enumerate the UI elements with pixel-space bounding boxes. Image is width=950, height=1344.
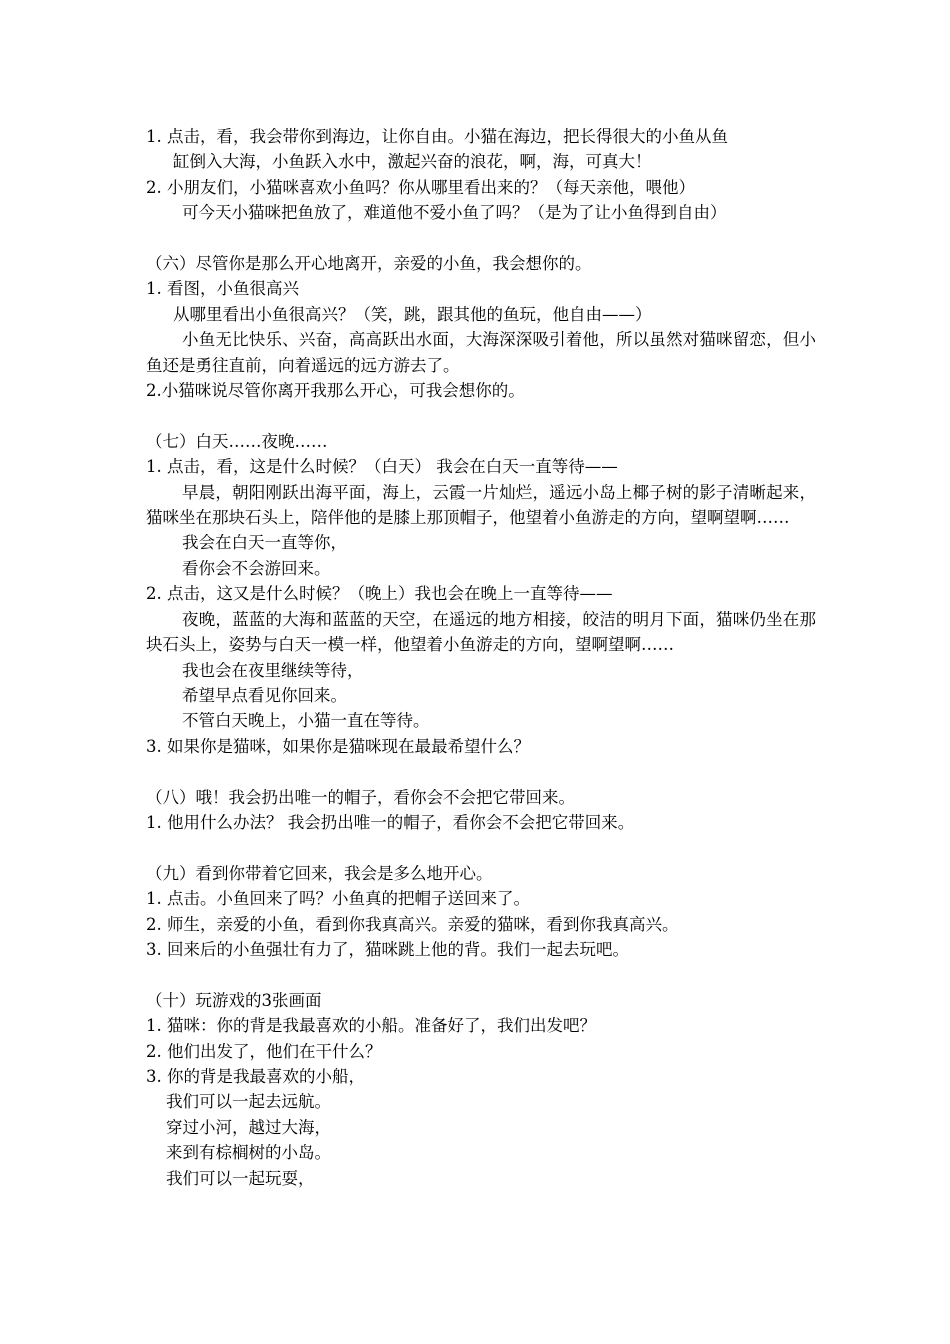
blank-line [146,835,816,860]
paragraph: 早晨，朝阳刚跃出海平面，海上，云霞一片灿烂，遥远小岛上椰子树的影子清晰起来，猫咪坐在那块石头上，陪伴他的是膝上那顶帽子，他望着小鱼游走的方向，望啊望啊…… [146,482,816,528]
text-line: 1. 点击。小鱼回来了吗？小鱼真的把帽子送回来了。 [146,889,530,909]
section-heading: （九）看到你带着它回来，我会是多么地开心。 [146,863,493,883]
blank-line [146,759,816,784]
poem-line: 穿过小河，越过大海， [166,1117,331,1137]
text-line: 从哪里看出小鱼很高兴？（笑，跳，跟其他的鱼玩，他自由——） [173,304,652,324]
text-line: 3. 回来后的小鱼强壮有力了，猫咪跳上他的背。我们一起去玩吧。 [146,939,629,959]
section-heading: （六）尽管你是那么开心地离开，亲爱的小鱼，我会想你的。 [146,254,592,274]
text-line: 不管白天晚上，小猫一直在等待。 [182,711,430,731]
text-line: 1. 猫咪：你的背是我最喜欢的小船。准备好了，我们出发吧？ [146,1016,596,1036]
poem-line: 我也会在夜里继续等待， [182,660,364,680]
document-body [146,124,816,1191]
text-line: 1. 点击，看，我会带你到海边，让你自由。小猫在海边，把长得很大的小鱼从鱼 [146,127,728,146]
text-line: 2. 点击，这又是什么时候？（晚上）我也会在晚上一直等待—— [146,584,613,604]
text-line: 缸倒入大海，小鱼跃入水中，激起兴奋的浪花，啊，海，可真大！ [173,152,652,172]
text-line: 2. 他们出发了，他们在干什么？ [146,1041,382,1061]
text-line: 3. 如果你是猫咪，如果你是猫咪现在最最希望什么？ [146,736,530,756]
text-line: 1. 看图，小鱼很高兴 [146,279,299,299]
text-line: 2. 师生，亲爱的小鱼，看到你我真高兴。亲爱的猫咪，看到你我真高兴。 [146,914,679,934]
blank-line [146,403,816,428]
section-heading: （七）白天……夜晚…… [146,431,328,451]
poem-line: 我们可以一起玩耍， [166,1168,315,1188]
poem-line: 我们可以一起去远航。 [166,1092,331,1112]
poem-line: 看你会不会游回来。 [182,558,331,578]
text-line: 3. 你的背是我最喜欢的小船， [146,1066,365,1086]
poem-line: 我会在白天一直等你， [182,533,347,553]
poem-line: 来到有棕榈树的小岛。 [166,1143,331,1163]
paragraph: 夜晚，蓝蓝的大海和蓝蓝的天空，在遥远的地方相接，皎洁的明月下面，猫咪仍坐在那块石头上，姿势与白天一模一样，他望着小鱼游走的方向，望啊望啊…… [146,609,816,655]
section-heading: （十）玩游戏的3张画面 [146,990,322,1010]
text-line: 2.小猫咪说尽管你离开我那么开心，可我会想你的。 [146,381,525,401]
paragraph: 小鱼无比快乐、兴奋，高高跃出水面，大海深深吸引着他，所以虽然对猫咪留恋，但小鱼还是勇往直前，向着遥远的远方游去了。 [146,330,816,375]
text-line: 1. 点击，看，这是什么时候？（白天） 我会在白天一直等待—— [146,457,618,477]
text-line: 2. 小朋友们，小猫咪喜欢小鱼吗？你从哪里看出来的？（每天亲他，喂他） [146,177,695,197]
text-line: 1. 他用什么办法？ 我会扔出唯一的帽子，看你会不会把它带回来。 [146,812,635,832]
poem-line: 希望早点看见你回来。 [182,685,347,705]
blank-line [146,962,816,987]
blank-line [146,226,816,251]
section-heading: （八）哦！我会扔出唯一的帽子，看你会不会把它带回来。 [146,787,575,807]
text-line: 可今天小猫咪把鱼放了，难道他不爱小鱼了吗？（是为了让小鱼得到自由） [182,203,727,223]
